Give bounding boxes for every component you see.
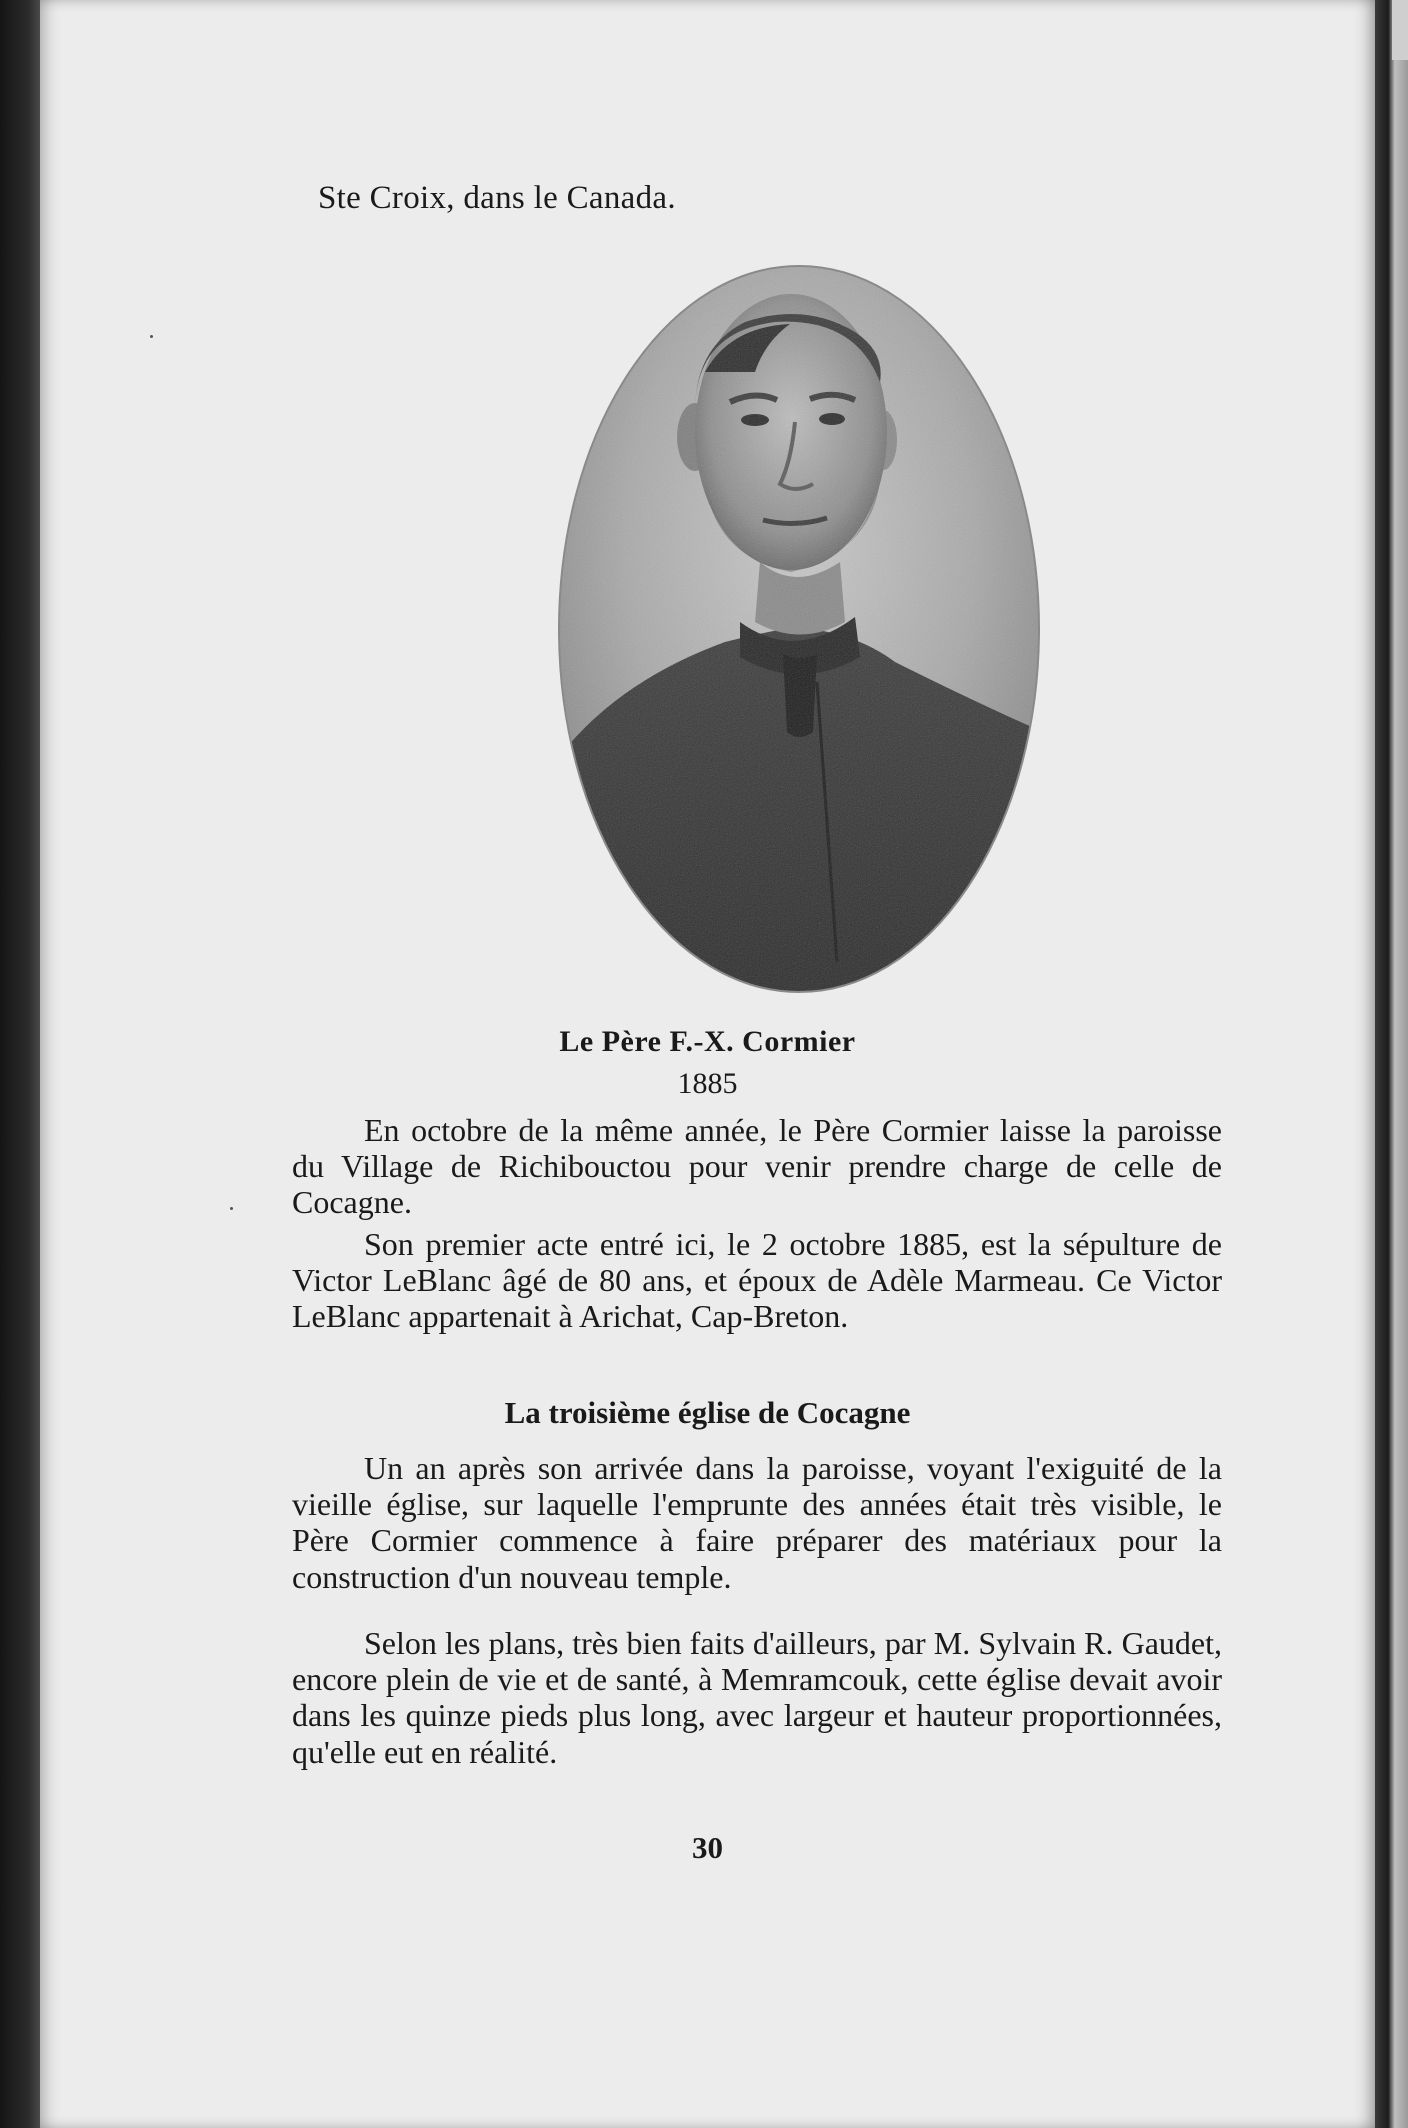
book-page (40, 0, 1375, 2128)
page-number: 30 (692, 1830, 723, 1865)
portrait-photo (555, 262, 1043, 997)
paragraph-new-temple: Un an après son arrivée dans la paroisse, voyant l'exiguité de la vieille église, sur laquelle l'emprunte des années était très visible, le Père Cormier commence à faire préparer des matériaux pour la construction d'un nouveau temple. (292, 1450, 1222, 1595)
scan-right-border (1375, 0, 1408, 2128)
portrait-caption-year: 1885 (677, 1067, 738, 1100)
paragraph-departure: En octobre de la même année, le Père Cormier laisse la paroisse du Village de Richibouctou pour venir prendre charge de celle de Cocagne. (292, 1112, 1222, 1221)
portrait-caption-name: Le Père F.-X. Cormier (559, 1025, 856, 1058)
paragraph-first-act: Son premier acte entré ici, le 2 octobre 1885, est la sépulture de Victor LeBlanc âgé de 80 ans, et époux de Adèle Marmeau. Ce Victor LeBlanc appartenait à Arichat, Cap-Breton. (292, 1226, 1222, 1335)
running-text: Ste Croix, dans le Canada. (318, 180, 676, 216)
section-heading: La troisième église de Cocagne (504, 1395, 911, 1430)
scan-right-corner (1392, 0, 1408, 60)
paper-speck (230, 1207, 233, 1210)
paper-speck (150, 335, 153, 338)
paragraph-plans: Selon les plans, très bien faits d'ailleurs, par M. Sylvain R. Gaudet, encore plein de vie et de santé, à Memramcouk, cette église devait avoir dans les quinze pieds plus long, avec largeur et hauteur proportionnées, qu'elle eut en réalité. (292, 1625, 1222, 1770)
scan-left-border (0, 0, 40, 2128)
